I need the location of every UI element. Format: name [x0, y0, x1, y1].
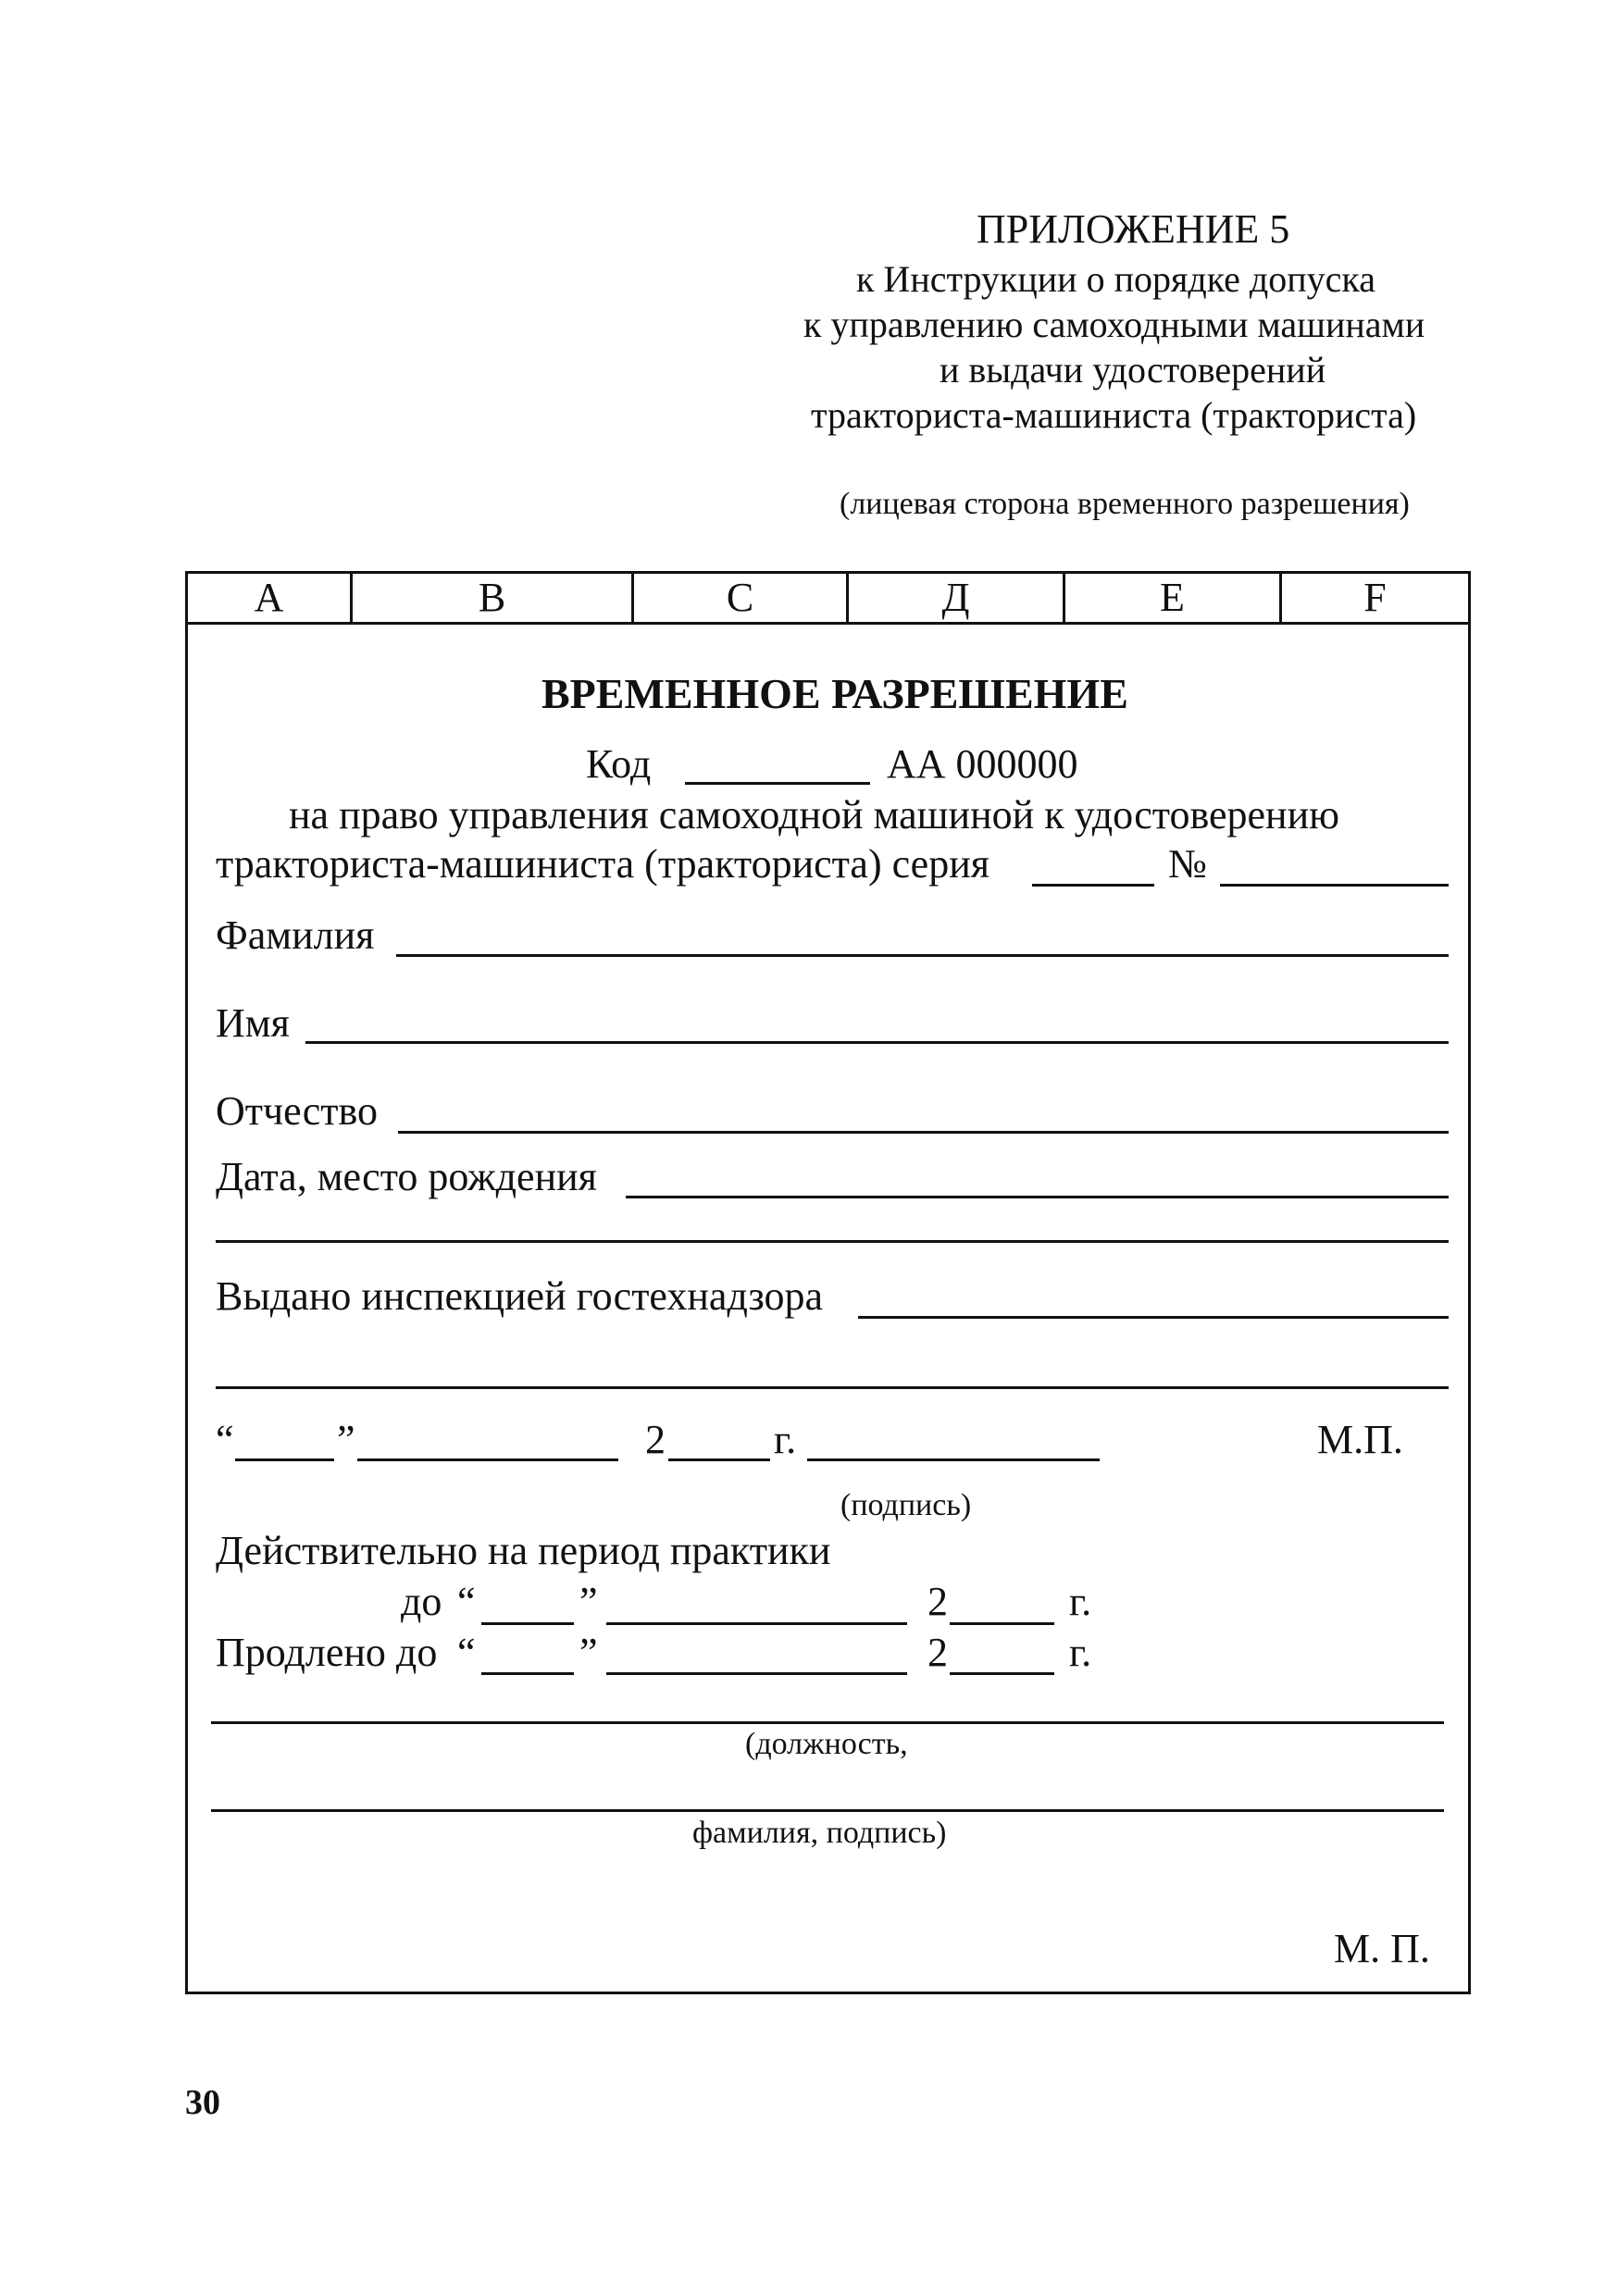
series-blank[interactable] [1032, 884, 1154, 887]
signature-blank[interactable] [807, 1458, 1100, 1461]
position-caption: (должность, [745, 1727, 908, 1761]
date-year-prefix: 2 [645, 1417, 666, 1462]
date-year-blank[interactable] [668, 1458, 770, 1461]
date-year-suffix: г. [774, 1417, 797, 1462]
header-line-3: и выдачи удостоверений [940, 349, 1326, 391]
stamp-mark-2: М. П. [1334, 1926, 1430, 1971]
number-blank[interactable] [1220, 884, 1449, 887]
until-year-suffix: г. [1069, 1579, 1092, 1624]
column-f: F [1363, 575, 1387, 620]
issued-field[interactable] [858, 1316, 1449, 1319]
until-year-blank[interactable] [950, 1622, 1054, 1625]
column-a: А [188, 574, 353, 622]
code-label: Код [586, 741, 652, 787]
date-open-quote: “ [216, 1417, 234, 1462]
name-sign-field[interactable] [211, 1809, 1444, 1812]
extended-close-quote: ” [579, 1630, 598, 1675]
valid-label: Действительно на период практики [216, 1528, 831, 1573]
name-label: Имя [216, 1000, 290, 1046]
column-e: Е [1065, 574, 1282, 622]
extended-open-quote: “ [457, 1630, 476, 1675]
issued-label: Выдано инспекцией гостехнадзора [216, 1273, 824, 1319]
side-note: (лицевая сторона временного разрешения) [840, 487, 1410, 521]
date-close-quote: ” [337, 1417, 355, 1462]
surname-field[interactable] [396, 954, 1449, 957]
extended-day-blank[interactable] [481, 1672, 574, 1675]
until-year-prefix: 2 [927, 1579, 948, 1624]
extended-year-prefix: 2 [927, 1630, 948, 1675]
birth-label: Дата, место рождения [216, 1154, 597, 1199]
patronymic-label: Отчество [216, 1088, 378, 1134]
extended-month-blank[interactable] [606, 1672, 907, 1675]
name-sign-caption: фамилия, подпись) [692, 1816, 947, 1850]
position-field[interactable] [211, 1721, 1444, 1724]
page-number: 30 [185, 2083, 220, 2122]
column-c: С [634, 574, 849, 622]
header-line-1: к Инструкции о порядке допуска [856, 258, 1376, 300]
code-value: АА 000000 [887, 741, 1078, 787]
appendix-title: ПРИЛОЖЕНИЕ 5 [977, 206, 1290, 252]
code-blank[interactable] [685, 782, 870, 785]
header-line-2: к управлению самоходными машинами [803, 304, 1425, 345]
form-title: ВРЕМЕННОЕ РАЗРЕШЕНИЕ [541, 670, 1128, 717]
patronymic-field[interactable] [398, 1131, 1449, 1134]
issued-field-2[interactable] [216, 1386, 1449, 1389]
column-header-row [188, 574, 1468, 625]
surname-label: Фамилия [216, 912, 375, 958]
column-b: В [353, 574, 634, 622]
extended-year-blank[interactable] [950, 1672, 1054, 1675]
name-field[interactable] [305, 1041, 1449, 1044]
until-day-blank[interactable] [481, 1622, 574, 1625]
until-label: до [401, 1579, 442, 1624]
subtitle-line-1: на право управления самоходной машиной к удостоверению [289, 792, 1339, 838]
date-month-blank[interactable] [357, 1458, 618, 1461]
extended-year-suffix: г. [1069, 1630, 1092, 1675]
until-month-blank[interactable] [606, 1622, 907, 1625]
birth-field[interactable] [626, 1196, 1449, 1198]
extended-label: Продлено до [216, 1630, 438, 1675]
number-sign: № [1168, 841, 1207, 887]
until-open-quote: “ [457, 1579, 476, 1624]
date-day-blank[interactable] [235, 1458, 334, 1461]
until-close-quote: ” [579, 1579, 598, 1624]
column-d: Д [849, 574, 1065, 622]
subtitle-line-2: тракториста-машиниста (тракториста) серия [216, 841, 989, 887]
stamp-mark: М.П. [1317, 1417, 1403, 1462]
signature-caption: (подпись) [840, 1488, 972, 1522]
header-line-4: тракториста-машиниста (тракториста) [811, 394, 1417, 436]
birth-field-2[interactable] [216, 1240, 1449, 1243]
